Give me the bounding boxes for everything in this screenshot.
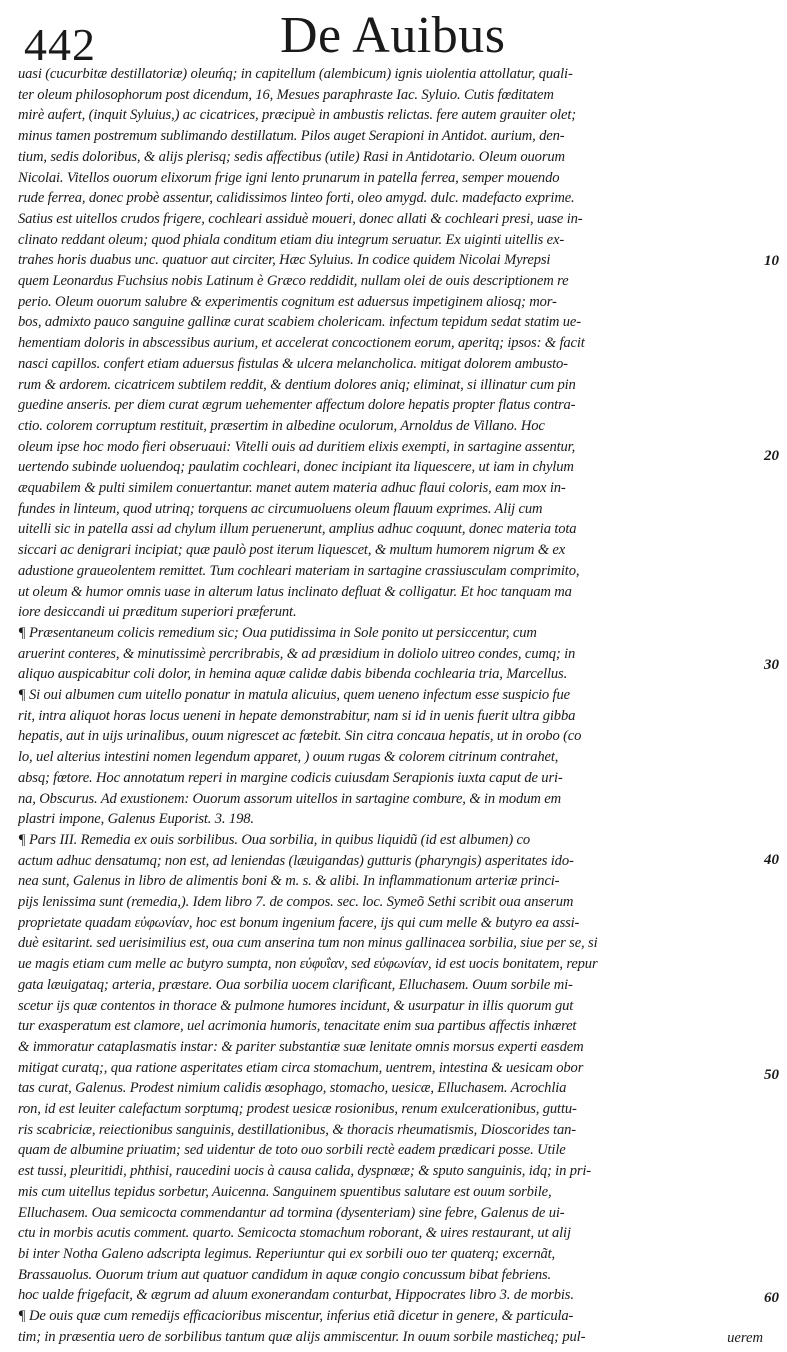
catchword: uerem: [727, 1330, 763, 1346]
text-line: æquabilem & pulti similem conuertantur. manet autem materia adhuc flaui coloris, eam mox in-: [18, 480, 566, 496]
text-line: uertendo subinde uoluendoq; paulatim cochleari, donec incipiant ita liquescere, ut iam in chylum: [18, 459, 574, 476]
text-line: guedine anseris. per diem curat ægrum uehementer affectum dolore hepatis propter flatus contra-: [18, 397, 576, 414]
text-line: ris scabriciæ, reiectionibus sanguinis, destillationibus, & thoracis rheumatismis, Dioscorides tan-: [18, 1121, 576, 1138]
text-line: hementiam doloris in abscessibus aurium, et accelerat concoctionem eorum, aperitq; ipsos: & facit: [18, 335, 585, 352]
text-line: nea sunt, Galenus in libro de alimentis boni & m. s. & alibi. In inflammationum arteriæ princi-: [18, 873, 560, 890]
text-line: uitelli sic in patella assi ad chylum illum peruenerunt, amplius adhuc coquunt, donec materia tota: [18, 521, 577, 538]
text-line: mis cum uitellus tepidus sorbetur, Auicenna. Sanguinem spuentibus salutare est ouum sorbile,: [18, 1183, 552, 1200]
text-line: ¶ De ouis quæ cum remedijs efficacioribus miscentur, inferius etiã dicetur in genere, & particula-: [18, 1308, 574, 1324]
page-number: 442: [24, 19, 96, 70]
text-line: bos, admixto pauco sanguine gallinæ curat scabiem cholericam. infectum tepidum sedat statim ue-: [18, 314, 581, 331]
text-line: trahes horis duabus unc. quatuor aut circiter, Hæc Syluius. In codice quidem Nicolai Myrepsi: [18, 252, 551, 269]
text-line: oleum ipse hoc modo fieri obseruaui: Vitelli ouis ad duritiem elixis exempti, in sartagine assentur,: [18, 438, 576, 455]
text-line: rit, intra aliquot horas locus ueneni in hepate demonstrabitur, nam si id in uenis fuerit ultra gibba: [18, 707, 576, 724]
text-line: nasci capillos. confert etiam aduersus fistulas & ulcera melancholica. mitigat dolorem ambusto-: [18, 355, 568, 372]
text-line: perio. Oleum ouorum salubre & experimentis cognitum est aduersus impetiginem aliosq; mor-: [18, 293, 557, 310]
text-line: tur exasperatum est clamore, uel acrimonia humoris, tenacitate enim sua partibus affectis inhæret: [18, 1018, 577, 1035]
text-line: adustione graueolentem remittet. Tum cochleari materiam in sartagine crassiusculam comprimito,: [18, 562, 580, 579]
text-line: minus tamen postremum sublimando destillatum. Pilos auget Serapioni in Antidot. aurium, den-: [18, 128, 565, 145]
text-line: proprietate quadam εὐφωνίαν, hoc est bonum ingenium facere, ijs qui cum melle & butyro ea assi-: [18, 914, 580, 931]
text-line: quem Leonardus Fuchsius nobis Latinum è Græco reddidit, nullam olei de ouis descriptionem re: [18, 273, 569, 289]
text-line: aliquo auspicabitur coli dolor, in hemina aquæ calidæ dabis bibenda cochlearia tria, Marcellus.: [18, 666, 568, 683]
running-title: De Auibus: [280, 7, 506, 64]
margin-line-number: 30: [764, 657, 779, 673]
text-line: siccari ac denigrari incipiat; quæ paulò post iterum liquescet, & multum humorem nigrum & ex: [18, 542, 566, 559]
margin-line-number: 20: [764, 448, 779, 464]
margin-line-number: 50: [764, 1067, 779, 1083]
text-line: absq; fœtore. Hoc annotatum reperi in margine codicis cuiusdam Serapionis iuxta caput de uri-: [18, 769, 563, 786]
text-line: ¶ Pars III. Remedia ex ouis sorbilibus. Oua sorbilia, in quibus liquidũ (id est albumen) co: [18, 831, 531, 848]
text-line: est tussi, pleuritidi, phthisi, raucedini uocis à causa calida, dyspnœæ; & sputo sanguinis, idq; in pri-: [18, 1163, 592, 1180]
text-line: ¶ Præsentaneum colicis remedium sic; Oua putidissima in Sole ponito ut persiccentur, cum: [18, 624, 537, 641]
text-line: iore desiccandi ui præditum superiori præferunt.: [18, 604, 297, 621]
text-line: clinato reddant oleum; quod phiala conditum etiam diu integrum seruatur. Ex uiginti uitellis ex-: [18, 231, 565, 248]
text-line: lo, uel alterius intestini nomen legendum apparet, ) ouum rugas & colorem citrinum contrahet,: [18, 749, 559, 766]
text-line: ctio. colorem corruptum restituit, præsertim in albedine oculorum, Arnoldus de Villano. Hoc: [18, 417, 545, 434]
text-line: ter oleum philosophorum post dicendum, 16, Mesues paraphraste Iac. Syluio. Cutis fœditatem: [18, 86, 554, 103]
text-line: ctu in morbis acutis comment. quarto. Semicocta stomachum roborant, & uires restaurant, ut alij: [18, 1225, 571, 1242]
text-line: Brassauolus. Ouorum trium aut quatuor candidum in aquæ congio concussum bibat febriens.: [18, 1266, 551, 1283]
text-line: Elluchasem. Oua semicocta commendantur ad tormina (dysenteriam) sine febre, Galenus de ui-: [18, 1204, 565, 1221]
margin-line-number: 10: [764, 253, 779, 269]
text-line: ron, id est leuiter calefactum sorptumq; prodest uesicæ rosionibus, renum exulcerationibus, guttu-: [18, 1101, 577, 1117]
text-line: duè esitarint. sed uerisimilius est, oua cum anserina tum non minus gallinacea sorbilia, siue per se, si: [18, 935, 598, 952]
text-line: bi inter Notha Galeno adscripta legimus. Reperiuntur qui ex sorbili ouo ter quaterq; excernãt,: [18, 1245, 556, 1262]
text-line: gata læuigataq; arteria, præstare. Oua sorbilia uocem clarificant, Elluchasem. Ouum sorbile mi-: [18, 976, 573, 993]
text-line: Satius est uitellos crudos frigere, cochleari assiduè moueri, donec allati & cochleari presi, uase in-: [18, 210, 583, 227]
text-line: Nicolai. Vitellos ouorum elixorum frige igni lento prunarum in patella ferrea, semper mouendo: [18, 169, 560, 186]
text-line: rum & ardorem. cicatricem subtilem reddit, & dentium dolores aniq; eliminat, si illinatur cum pin: [18, 376, 576, 393]
text-line: quam de albumine priuatim; sed uidentur de toto ouo sorbili rectè eadem prædicari posse. Utile: [18, 1142, 566, 1159]
text-line: & immoratur cataplasmatis instar: & pariter substantiæ suæ lenitate omnis morsus experti easdem: [18, 1038, 584, 1055]
text-line: pijs lenissima sunt (remedia,). Idem libro 7. de compos. sec. loc. Symeõ Sethi scribit oua anserum: [18, 894, 574, 910]
text-line: tim; in præsentia uero de sorbilibus tantum quæ alijs ammiscentur. In ouum sorbile masticheq; pul-: [18, 1328, 586, 1345]
text-line: rude ferrea, donec probè assentur, calidissimos linteo forti, oleo amygd. dulc. madefacto exprime.: [18, 190, 575, 207]
text-line: tium, sedis doloribus, & alijs plerisq; sedis affectibus (utile) Rasi in Antidotario. Oleum ouorum: [18, 148, 565, 165]
margin-line-number: 40: [764, 852, 779, 868]
text-line: aruerint conteres, & minutissimè percribrabis, & ad præsidium in doliolo uitreo condes, cumq; in: [18, 645, 576, 662]
text-line: ¶ Si oui albumen cum uitello ponatur in matula alicuius, quem ueneno infectum esse suspicio fue: [18, 687, 570, 703]
text-line: mirè aufert, (inquit Syluius,) ac cicatrices, præcipuè in ambustis relictas. fere autem grauiter olet;: [18, 107, 576, 124]
text-line: na, Obscurus. Ad exustionem: Ouorum assorum uitellos in sartagine combure, & in modum em: [18, 790, 561, 807]
text-line: mitigat curatq;, qua ratione asperitates etiam circa stomachum, uentrem, intestina & uesicam obor: [18, 1059, 584, 1076]
text-line: tas curat, Galenus. Prodest nimium calidis œsophago, stomacho, uesicæ, Elluchasem. Acrochlia: [18, 1080, 567, 1097]
text-line: plastri impone, Galenus Euporist. 3. 198.: [18, 811, 254, 828]
margin-line-number: 60: [764, 1290, 779, 1306]
text-line: uasi (cucurbitæ destillatoriæ) oleuḿq; in capitellum (alembicum) ignis uiolentia attollatur, quali-: [18, 66, 573, 82]
text-line: ut oleum & humor omnis uase in alterum latus inclinato defluat & colligatur. Et hoc tanquam ma: [18, 583, 572, 600]
text-line: actum adhuc densatumq; non est, ad leniendas (læuigandas) gutturis (pharyngis) asperitates ido-: [18, 852, 574, 869]
text-line: ue magis etiam cum melle ac butyro sumpta, non εὐφυΐαν, sed εὐφωνίαν, id est uocis bonitatem, repur: [18, 956, 598, 973]
text-line: fundes in linteum, quod utrinq; torquens ac circumuoluens oleum flauum exprimes. Alij cum: [18, 500, 543, 517]
text-line: hoc ualde frigefacit, & ægrum ad aluum exonerandam conturbat, Hippocrates libro 3. de morbis.: [18, 1287, 574, 1304]
text-line: scetur ijs quæ contentos in thorace & pulmone humores incidunt, & usurpatur in illis quorum gut: [18, 997, 574, 1014]
text-line: hepatis, aut in uijs urinalibus, ouum nigrescet ac fœtebit. Sin citra concaua hepatis, ut in orobo (co: [18, 728, 582, 745]
